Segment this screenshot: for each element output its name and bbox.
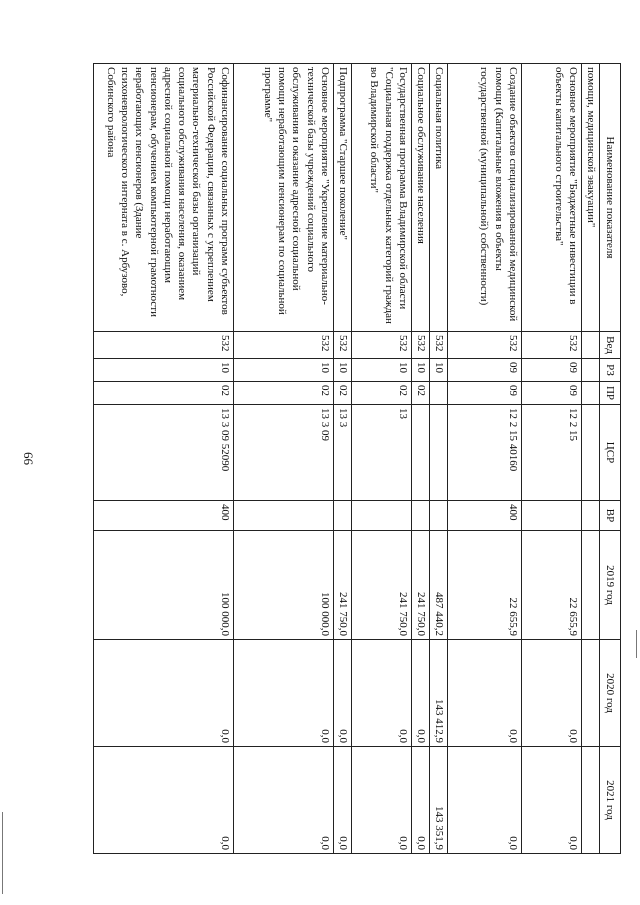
cell-csr [430,405,448,501]
cell-csr: 13 3 09 [234,405,334,501]
cell-2020: 143 412,9 [430,640,448,747]
cell-pr: 02 [412,382,430,405]
cell-2021: 0,0 [352,747,412,854]
cell-ved: 532 [522,332,582,359]
cell-name: Социальная политика [430,64,448,332]
cell-ved: 532 [94,332,234,359]
table-row [234,64,334,854]
table-row [448,64,522,854]
cell-2021 [582,747,600,854]
cell-name: Социальное обслуживание населения [412,64,430,332]
cell-name: Создание объектов специализированной медицинской помощи (Капитальные вложения в объекты государственной (муниципальной) собственности) [448,64,522,332]
table-row [430,64,448,854]
cell-csr: 12 2 15 [522,405,582,501]
cell-rz: 10 [412,359,430,382]
cell-name: Основное мероприятие "Укрепление материально-технической базы учреждений социального обслуживания и оказание адресной социальной помощи неработающим пенсионерам по социальной программе" [234,64,334,332]
cell-pr: 09 [522,382,582,405]
cell-2021: 0,0 [334,747,352,854]
scan-edge-left [2,812,3,894]
cell-rz: 10 [430,359,448,382]
cell-pr: 02 [94,382,234,405]
budget-table-rotated [93,63,621,853]
cell-ved: 532 [234,332,334,359]
column-header-ved: Вед [600,332,621,359]
column-header-pr: ПР [600,382,621,405]
column-header-2019: 2019 год [600,531,621,640]
cell-name: Софинансирование социальных программ субъектов Российской Федерации, связанных с укреплением материально-технической базы организаций социального обслуживания населения, оказанием адресной социальной помощи неработающим пенсионерам, обучением компьютерной грамотности неработающих пенсионеров (Здание психоневрологического интерната в с. Арбузово, Собинского района [94,64,234,332]
cell-2019: 241 750,0 [412,531,430,640]
column-header-name: Наименование показателя [600,64,621,332]
cell-csr: 13 3 09 52090 [94,405,234,501]
header-row [600,64,621,854]
table-row [352,64,412,854]
column-header-vr: ВР [600,501,621,531]
cell-2019: 100 000,0 [234,531,334,640]
cell-2021: 0,0 [412,747,430,854]
table-row [334,64,352,854]
cell-csr [412,405,430,501]
cell-name: помощи, медицинской эвакуации" [582,64,600,332]
cell-2021: 143 351,9 [430,747,448,854]
column-header-2020: 2020 год [600,640,621,747]
cell-vr [522,501,582,531]
cell-2020: 0,0 [448,640,522,747]
column-header-2021: 2021 год [600,747,621,854]
cell-rz [582,359,600,382]
cell-ved: 532 [334,332,352,359]
cell-csr [582,405,600,501]
cell-vr [430,501,448,531]
cell-csr: 13 [352,405,412,501]
table-row [582,64,600,854]
cell-pr: 02 [352,382,412,405]
cell-ved: 532 [352,332,412,359]
cell-vr [352,501,412,531]
cell-2019: 22 655,9 [522,531,582,640]
cell-pr: 02 [334,382,352,405]
cell-2019: 22 655,9 [448,531,522,640]
cell-rz: 10 [234,359,334,382]
cell-2020: 0,0 [522,640,582,747]
column-header-rz: РЗ [600,359,621,382]
cell-rz: 09 [522,359,582,382]
cell-2020: 0,0 [352,640,412,747]
cell-2019: 241 750,0 [352,531,412,640]
cell-vr [234,501,334,531]
cell-pr [430,382,448,405]
cell-2020: 0,0 [334,640,352,747]
table-row [522,64,582,854]
cell-2021: 0,0 [448,747,522,854]
cell-pr: 09 [448,382,522,405]
cell-vr: 400 [94,501,234,531]
cell-rz: 10 [334,359,352,382]
cell-vr: 400 [448,501,522,531]
cell-2020 [582,640,600,747]
cell-vr [412,501,430,531]
budget-table [93,63,621,854]
cell-csr: 12 2 15 40160 [448,405,522,501]
cell-rz: 10 [352,359,412,382]
cell-2021: 0,0 [522,747,582,854]
cell-pr: 02 [234,382,334,405]
cell-2020: 0,0 [94,640,234,747]
cell-2019: 241 750,0 [334,531,352,640]
cell-rz: 10 [94,359,234,382]
cell-2020: 0,0 [412,640,430,747]
cell-2019 [582,531,600,640]
cell-2019: 100 000,0 [94,531,234,640]
cell-csr: 13 3 [334,405,352,501]
cell-rz: 09 [448,359,522,382]
cell-name: Государственная программа Владимирской области "Социальная поддержка отдельных категорий граждан во Владимирской области" [352,64,412,332]
cell-pr [582,382,600,405]
column-header-csr: ЦСР [600,405,621,501]
cell-name: Подпрограмма "Старшее поколение" [334,64,352,332]
scan-edge-right [636,630,637,658]
cell-ved: 532 [430,332,448,359]
cell-vr [582,501,600,531]
page-number: 66 [21,452,36,465]
table-row [94,64,234,854]
cell-2021: 0,0 [94,747,234,854]
cell-2020: 0,0 [234,640,334,747]
cell-2019: 487 440,2 [430,531,448,640]
cell-2021: 0,0 [234,747,334,854]
table-row [412,64,430,854]
cell-name: Основное мероприятие "Бюджетные инвестиции в объекты капитального строительства" [522,64,582,332]
cell-ved: 532 [412,332,430,359]
cell-vr [334,501,352,531]
cell-ved [582,332,600,359]
cell-ved: 532 [448,332,522,359]
